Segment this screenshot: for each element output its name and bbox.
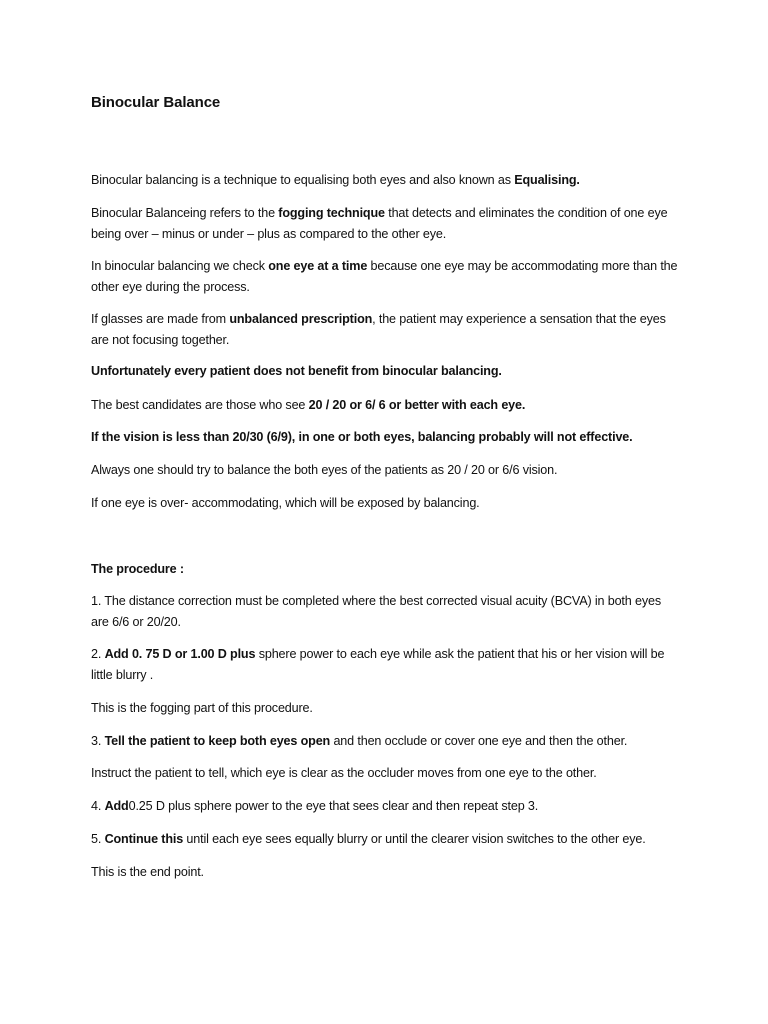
text-run: , the patient may experience a sensation that the eyes are not focusing together. (91, 312, 666, 347)
text-run: 3. (91, 734, 105, 748)
bold-text-run: Tell the patient to keep both eyes open (104, 734, 331, 748)
text-run: If glasses are made from (91, 312, 230, 326)
bold-text-run: Equalising. (514, 173, 580, 187)
paragraph (91, 170, 681, 191)
text-run: If one eye is over- accommodating, which will be exposed by balancing. (91, 496, 480, 510)
paragraph (91, 395, 681, 416)
text-run: 2. (91, 647, 105, 661)
paragraph (91, 796, 681, 817)
text-run: Binocular balancing is a technique to equalising both eyes and also known as (91, 173, 515, 187)
bold-text-run: Continue this (104, 832, 184, 846)
paragraph (91, 203, 681, 244)
text-run: Binocular Balanceing refers to the (91, 206, 279, 220)
document-title: Binocular Balance (91, 94, 221, 111)
text-run: In binocular balancing we check (91, 259, 269, 273)
bold-text-run: Unfortunately every patient does not benefit from binocular balancing. (91, 364, 502, 378)
bold-text-run: Add (104, 799, 129, 813)
text-run: sphere power to each eye while ask the patient that his or her vision will be little blurry . (91, 647, 665, 682)
text-run: The best candidates are those who see (91, 398, 309, 412)
paragraph (91, 256, 681, 297)
paragraph (91, 591, 681, 632)
text-run: until each eye sees equally blurry or until the clearer vision switches to the other eye. (183, 832, 646, 846)
paragraph (91, 460, 681, 481)
text-run: that detects and eliminates the condition of one eye being over – minus or under – plus as compared to the other eye. (91, 206, 668, 241)
paragraph (91, 361, 681, 382)
paragraph (91, 309, 681, 350)
bold-text-run: one eye at a time (268, 259, 368, 273)
paragraph (91, 829, 681, 850)
paragraph (91, 698, 681, 719)
text-run: This is the end point. (91, 865, 204, 879)
bold-text-run: unbalanced prescription (229, 312, 373, 326)
text-run: and then occlude or cover one eye and then the other. (330, 734, 628, 748)
paragraph (91, 731, 681, 752)
bold-text-run: Add 0. 75 D or 1.00 D plus (104, 647, 256, 661)
bold-text-run: 20 / 20 or 6/ 6 or better with each eye. (308, 398, 526, 412)
paragraph (91, 862, 681, 883)
text-run: 5. (91, 832, 105, 846)
text-run: 0.25 D plus sphere power to the eye that sees clear and then repeat step 3. (128, 799, 539, 813)
paragraph (91, 427, 681, 448)
text-run: 4. (91, 799, 105, 813)
bold-text-run: If the vision is less than 20/30 (6/9), in one or both eyes, balancing probably will not effective. (91, 430, 633, 444)
text-run: This is the fogging part of this procedure. (91, 701, 313, 715)
paragraph (91, 644, 681, 685)
text-run: 1. The distance correction must be completed where the best corrected visual acuity (BCVA) in both eyes are 6/6 or 20/20. (91, 594, 661, 629)
text-run: Instruct the patient to tell, which eye is clear as the occluder moves from one eye to the other. (91, 766, 597, 780)
paragraph (91, 559, 681, 580)
text-run: because one eye may be accommodating more than the other eye during the process. (91, 259, 678, 294)
text-run: Always one should try to balance the both eyes of the patients as 20 / 20 or 6/6 vision. (91, 463, 558, 477)
paragraph (91, 493, 681, 514)
bold-text-run: fogging technique (278, 206, 385, 220)
bold-text-run: The procedure : (91, 562, 184, 576)
paragraph (91, 763, 681, 784)
